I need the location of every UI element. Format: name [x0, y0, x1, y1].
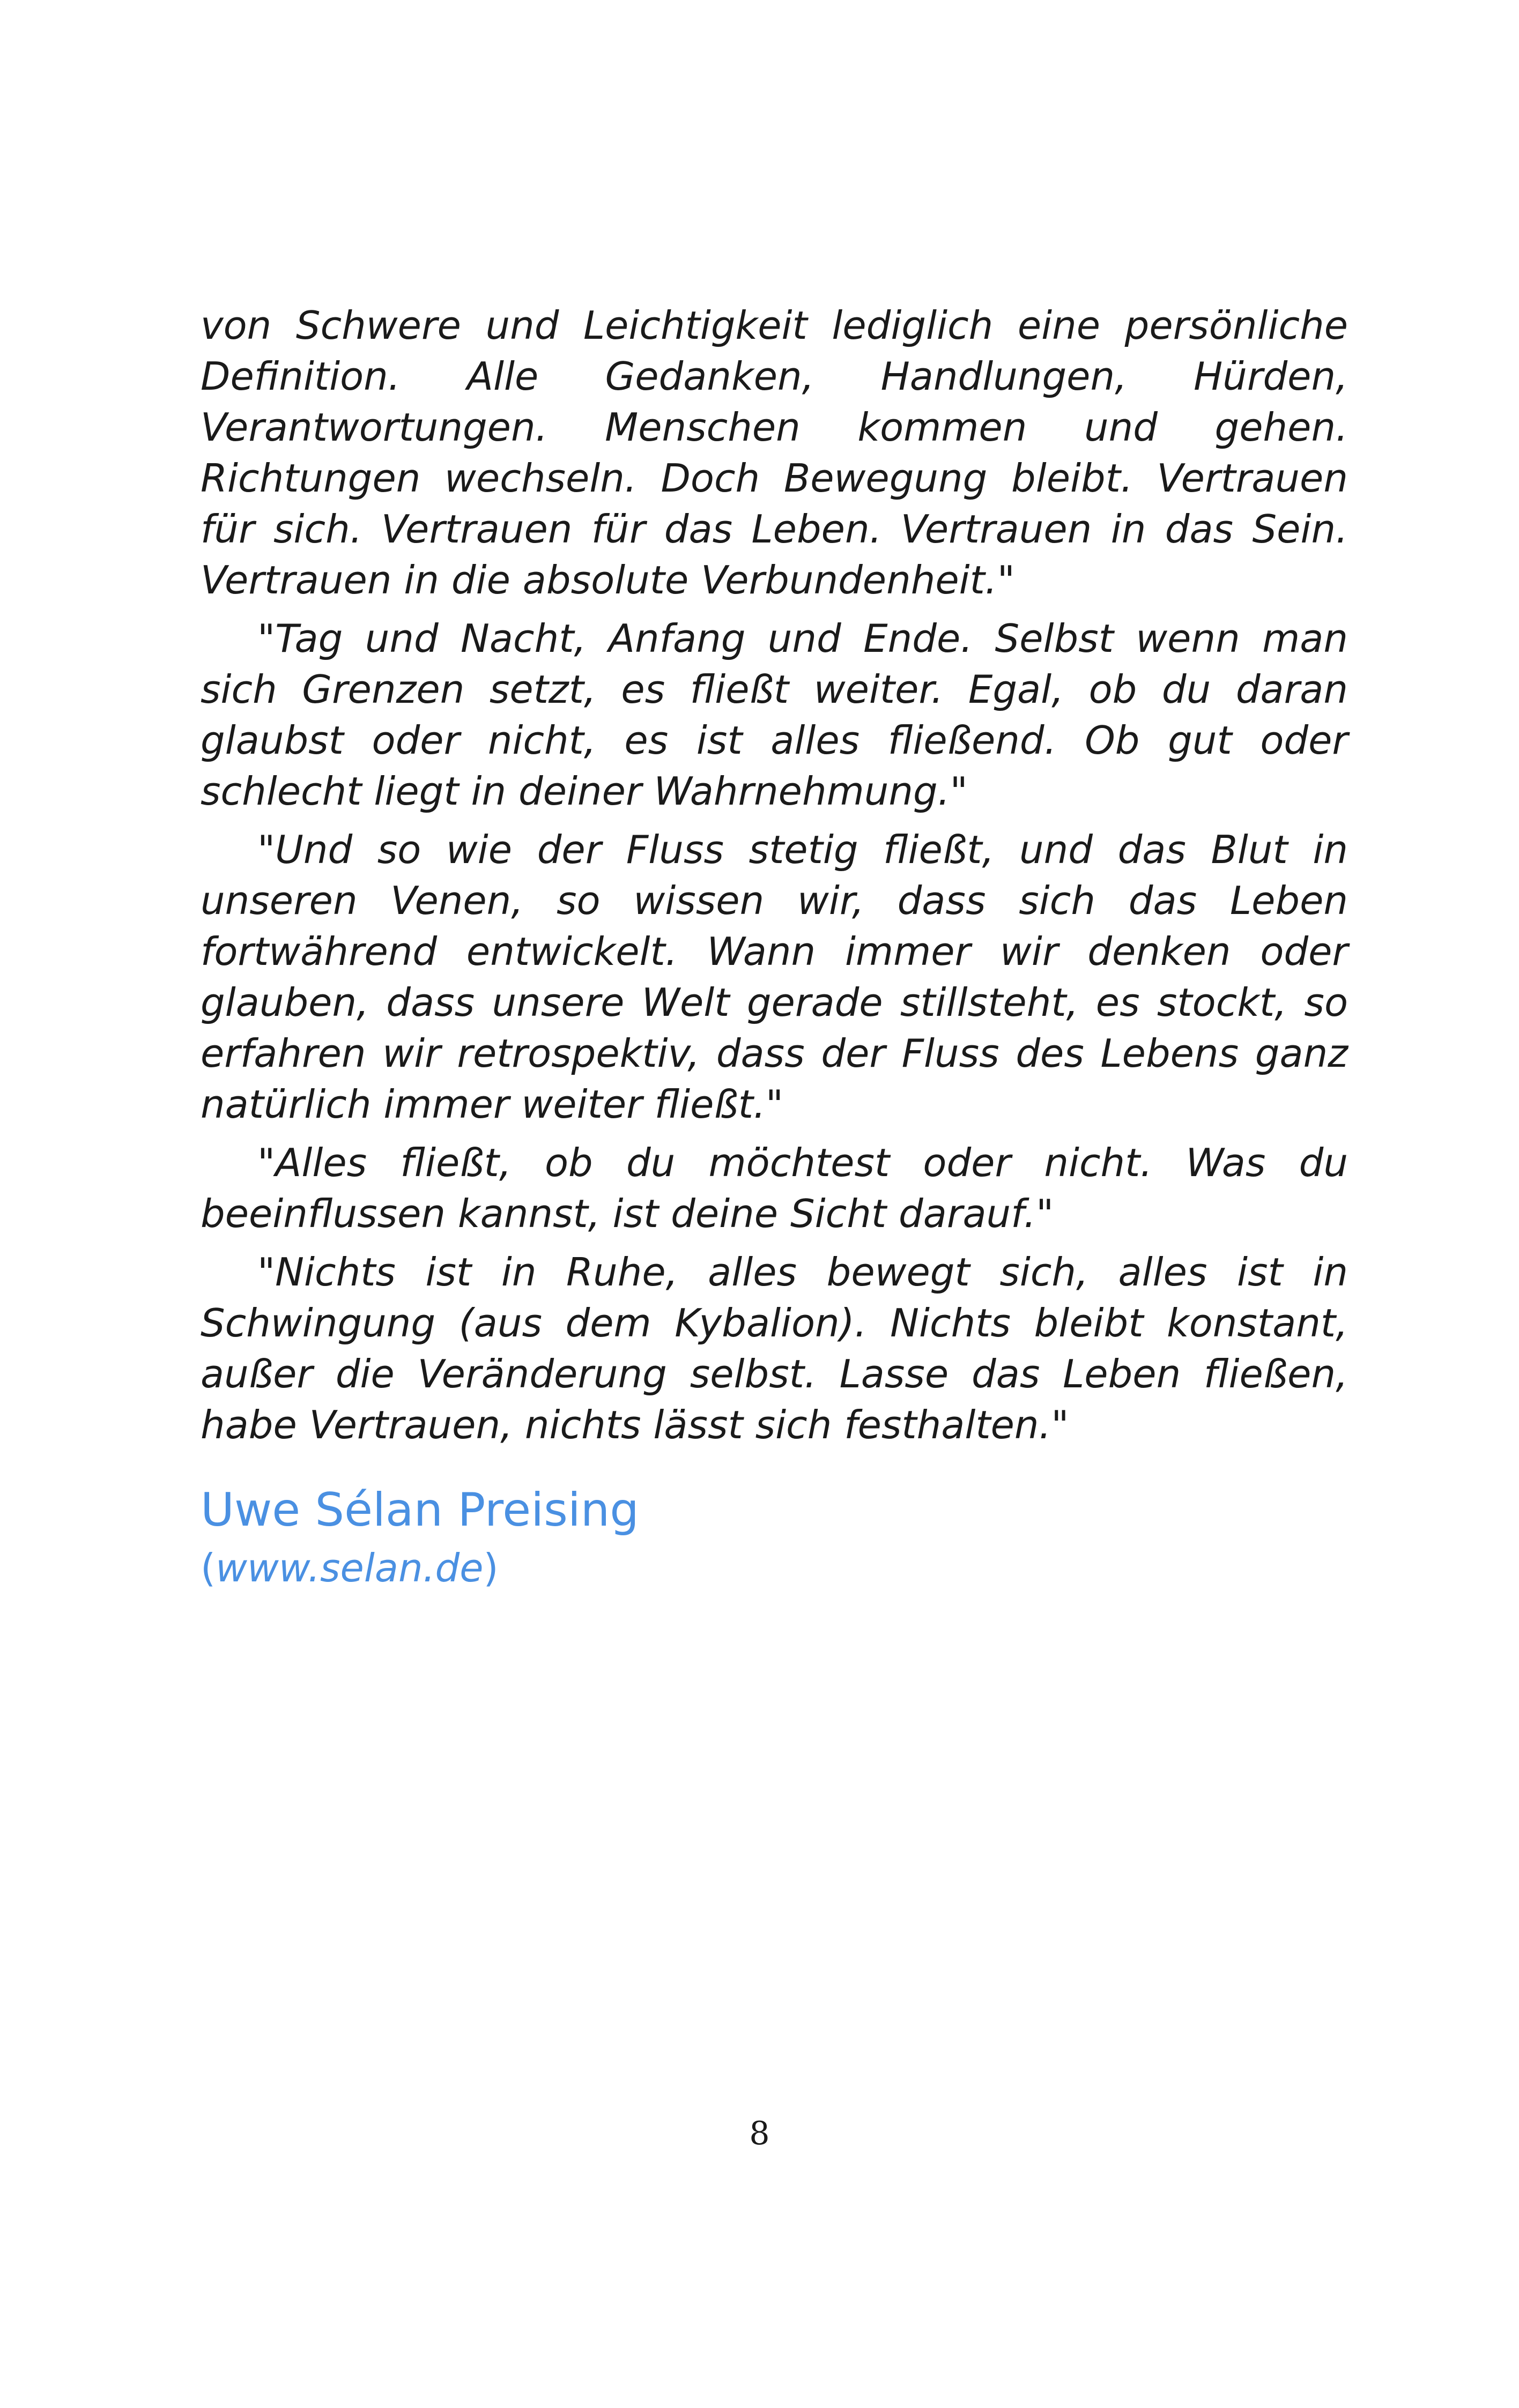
paragraph-kybalion: "Nichts ist in Ruhe, alles bewegt sich, alles ist in Schwingung (aus dem Kybalion). Nichts bleibt konstant, außer die Veränderung selbst. Lasse das Leben fließen, habe Vertrauen, nichts lässt sich festhalten." — [201, 1250, 1348, 1447]
website-link[interactable]: www.selan.de — [216, 1545, 484, 1591]
quote-text — [201, 300, 1348, 1458]
open-paren: ( — [201, 1545, 216, 1591]
close-paren: ) — [483, 1545, 499, 1591]
paragraph-day-night: "Tag und Nacht, Anfang und Ende. Selbst wenn man sich Grenzen setzt, es fließt weiter. Egal, ob du daran glaubst oder nicht, es ist alles fließend. Ob gut oder schlecht liegt in deiner Wahrnehmung." — [201, 616, 1348, 814]
author-name: Uwe Sélan Preising — [201, 1483, 639, 1537]
page-number: 8 — [749, 2115, 770, 2152]
website-line — [201, 1544, 499, 1592]
paragraph-continuation: von Schwere und Leichtigkeit lediglich eine persönliche Definition. Alle Gedanken, Handlungen, Hürden, Verantwortungen. Menschen kommen und gehen. Richtungen wechseln. Doch Bewegung bleibt. Vertrauen für sich. Vertrauen für das Leben. Vertrauen in das Sein. Vertrauen in die absolute Verbundenheit." — [201, 303, 1348, 603]
paragraph-everything-flows: "Alles fließt, ob du möchtest oder nicht. Was du beeinflussen kannst, ist deine Sicht darauf." — [201, 1140, 1348, 1236]
paragraph-river: "Und so wie der Fluss stetig fließt, und das Blut in unseren Venen, so wissen wir, dass sich das Leben fortwährend entwickelt. Wann immer wir denken oder glauben, dass unsere Welt gerade stillsteht, es stockt, so erfahren wir retrospektiv, dass der Fluss des Lebens ganz natürlich immer weiter fließt." — [201, 827, 1348, 1127]
